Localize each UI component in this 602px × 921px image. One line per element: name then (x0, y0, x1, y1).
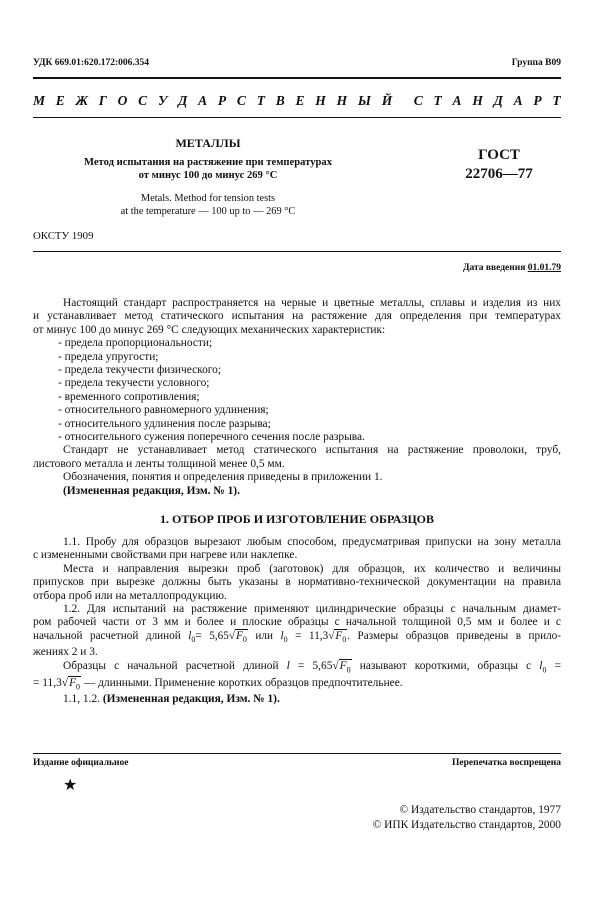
banner-letter: Н (472, 93, 483, 108)
title-en-line2: at the temperature — 100 up to — 269 °С (120, 206, 296, 217)
banner-letter: Т (552, 93, 561, 108)
amendment-note: (Измененная редакция, Изм. № 1). (63, 484, 240, 497)
banner-letter: Р (217, 93, 227, 108)
list-item: - предела пропорциональности; (58, 337, 213, 350)
section1-block (33, 536, 561, 707)
udc-code: УДК 669.01:620.172:006.354 (33, 58, 150, 68)
sqrt-sign: √ (61, 676, 69, 689)
paragraph-line: 1.2. Для испытаний на растяжение применяют цилиндрические образцы с начальным диамет- (63, 603, 561, 616)
list-item: - предела текучести физического; (58, 364, 222, 377)
sqrt-radicand: $F_0$ (236, 629, 247, 645)
definitions-note: Обозначения, понятия и определения приведены в приложении 1. (63, 471, 383, 484)
list-item: - предела упругости; (58, 350, 159, 363)
sqrt-radicand: $F_0$ (339, 659, 351, 675)
sqrt-radicand: $F_0$ (69, 676, 81, 691)
formula-line: начальной расчетной длиной $l_0= 5,65√F_0$ или $l_0 = 11,3√F_0$. Размеры образцов приведены в прило- (33, 629, 561, 645)
paragraph-line: 1.1. Пробу для образцов вырезают любым способом, предусматривая припуски на зону металла (63, 536, 561, 548)
list-item: - относительного равномерного удлинения; (58, 404, 269, 417)
banner-letter: Г (98, 93, 107, 108)
footer-rule (33, 753, 561, 754)
paragraph-line: припусков при вырезке должны быть указаны в нормативно-технической документации на правила (33, 576, 561, 589)
banner-letter: С (236, 93, 246, 108)
title-ru-line2: от минус 100 до минус 269 °С (138, 170, 278, 181)
banner-letter: Ы (357, 93, 371, 108)
banner-letter: С (413, 93, 423, 108)
banner-letter: Е (295, 93, 305, 108)
star-icon: ★ (63, 777, 78, 794)
intro-line: и устанавливает метод статического испытания на растяжение для определения при температурах (33, 310, 561, 323)
title-ru-line1: Метод испытания на растяжение при температурах (84, 157, 332, 168)
banner-letter: У (157, 93, 168, 108)
paragraph-line: отбора проб или на металлопродукцию. (33, 589, 227, 602)
banner-letter: С (138, 93, 148, 108)
intro-line: Настоящий стандарт распространяется на черные и цветные металлы, сплавы и изделия из них (63, 297, 561, 309)
banner-letter: А (452, 93, 462, 108)
banner-letter: О (117, 93, 128, 108)
banner-letter: М (33, 93, 46, 108)
banner-letter: Д (493, 93, 503, 108)
sqrt-radicand: $F_0$ (335, 629, 347, 645)
paragraph-line: жениях 2 и 3. (33, 646, 98, 659)
gost-label: ГОСТ (478, 147, 520, 163)
scope-exclusion-line: листового металла и ленты толщиной менее 0,5 мм. (33, 457, 285, 470)
title-main: МЕТАЛЛЫ (175, 136, 241, 150)
banner-letter: А (513, 93, 523, 108)
gost-number: 22706—77 (465, 166, 533, 182)
banner-letter: Н (336, 93, 348, 108)
banner-letter: А (198, 93, 208, 108)
banner-rule (33, 117, 561, 118)
formula-line: = $11,3√F_0$ — длинными. Применение коротких образцов предпочтительнее. (33, 676, 403, 691)
banner-letter: В (275, 93, 285, 108)
group-code: Группа В09 (511, 58, 561, 68)
scope-exclusion-line: Стандарт не устанавливает метод статического испытания на растяжение проволоки, труб, (63, 444, 561, 457)
banner-letter: Д (178, 93, 188, 108)
banner-letter: Й (381, 93, 393, 108)
banner-letter: Е (55, 93, 65, 108)
copyright-2000: © ИПК Издательство стандартов, 2000 (372, 819, 561, 831)
intro-date (463, 263, 561, 273)
characteristics-list (33, 337, 561, 444)
list-item: - относительного удлинения после разрыва; (58, 417, 271, 430)
title-en-line1: Metals. Method for tension tests (140, 193, 276, 204)
title-rule (33, 251, 561, 252)
sqrt-sign: √ (332, 659, 339, 672)
banner-letter: Ж (75, 93, 88, 108)
banner-letter: Т (256, 93, 265, 108)
official-edition: Издание официальное (33, 758, 129, 768)
oksu-code: ОКСТУ 1909 (33, 230, 94, 242)
amendment-note: 1.1, 1.2. (Измененная редакция, Изм. № 1). (63, 693, 280, 706)
sqrt-sign: √ (228, 629, 235, 642)
list-item: - временного сопротивления; (58, 390, 200, 403)
section-heading: 1. ОТБОР ПРОБ И ИЗГОТОВЛЕНИЕ ОБРАЗЦОВ (159, 512, 434, 526)
paragraph-line: ром рабочей части от 3 мм и более и плоские образцы с начальной толщиной 0,5 мм и более и с (33, 616, 561, 629)
top-rule (33, 77, 561, 79)
sqrt-sign: √ (328, 629, 335, 642)
paragraph-line: с измененными свойствами при нагреве или наклепке. (33, 549, 298, 562)
intro-date-label: Дата введения (462, 263, 526, 273)
interstate-standard-banner (33, 93, 561, 109)
copyright-1977: © Издательство стандартов, 1977 (399, 804, 561, 816)
intro-date-value: 01.01.79 (527, 263, 561, 273)
list-item: - относительного сужения поперечного сечения после разрыва. (58, 431, 365, 444)
reprint-prohibited: Перепечатка воспрещена (451, 758, 561, 768)
list-item: - предела текучести условного; (58, 377, 210, 390)
banner-letter: Н (315, 93, 326, 108)
banner-letter: Т (433, 93, 442, 108)
formula-line: Образцы с начальной расчетной длиной $l = 5,65√F_0$ называют короткими, образцы с $l_0$ = (63, 659, 561, 675)
paragraph-line: Места и направления вырезки проб (заготовок) для образцов, их количество и величины (63, 562, 561, 575)
intro-line: от минус 100 до минус 269 °С следующих механических характеристик: (33, 323, 386, 336)
banner-letter: Р (533, 93, 542, 108)
intro-block (33, 297, 561, 498)
